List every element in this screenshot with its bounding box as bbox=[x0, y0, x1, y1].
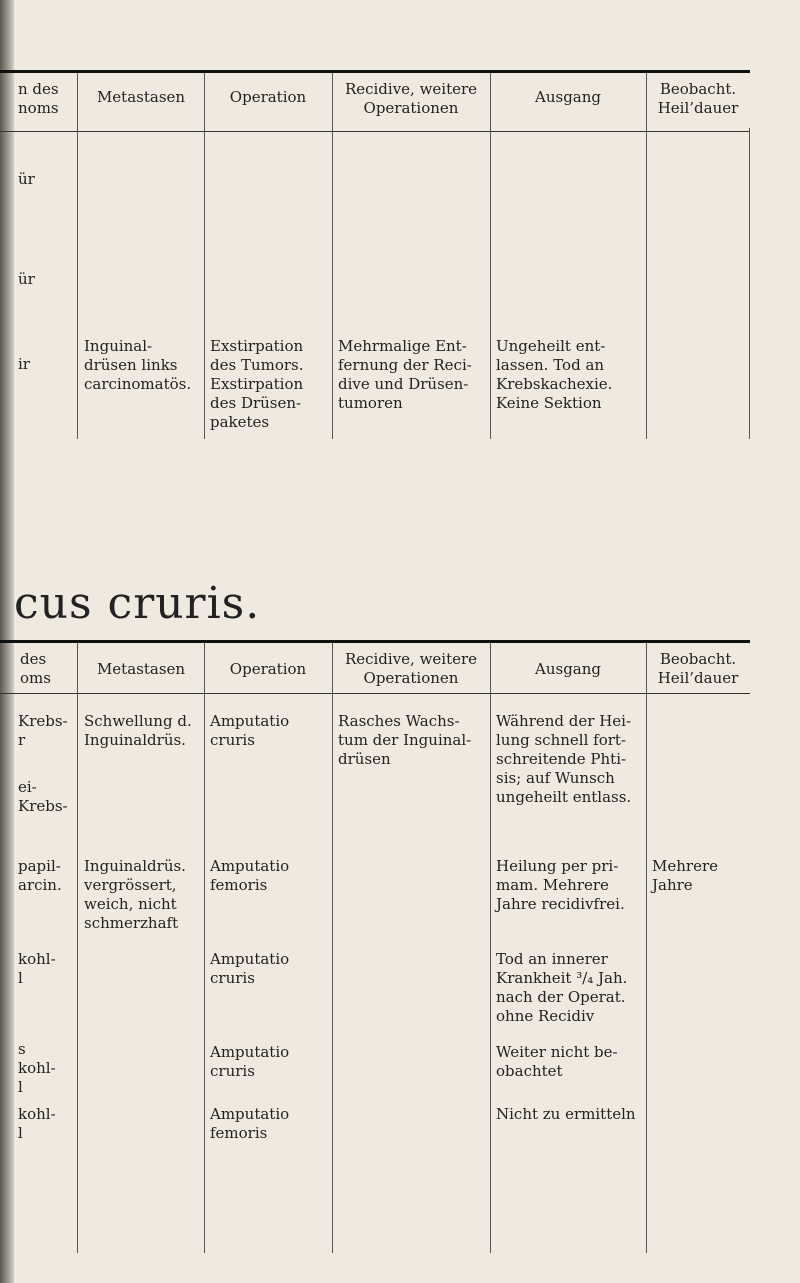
col0-fragment: kohl- l bbox=[18, 1105, 56, 1142]
table-row-beobacht: Mehrere Jahre bbox=[652, 857, 718, 894]
header-metastasen: Metastasen bbox=[96, 88, 186, 106]
header-col0: n des noms bbox=[18, 80, 59, 117]
col0-fragment: ir bbox=[18, 355, 30, 373]
divider bbox=[749, 128, 750, 439]
table-row-ausgang: Während der Hei- lung schnell fort- schreitende Phti- sis; auf Wunsch ungeheilt entlass. bbox=[496, 712, 632, 806]
header-ausgang: Ausgang bbox=[535, 88, 601, 106]
divider bbox=[646, 643, 647, 1253]
col0-fragment: s kohl- l bbox=[18, 1040, 56, 1096]
header-metastasen: Metastasen bbox=[96, 660, 186, 678]
divider bbox=[77, 73, 78, 439]
table-row-operation: Amputatio femoris bbox=[210, 1105, 290, 1142]
header-ausgang: Ausgang bbox=[535, 660, 601, 678]
header-operation: Operation bbox=[229, 88, 307, 106]
section-title: cus cruris. bbox=[14, 578, 261, 629]
col0-fragment: ei- Krebs- bbox=[18, 778, 68, 815]
col0-fragment: ür bbox=[18, 270, 35, 288]
cell-ausgang: Ungeheilt ent- lassen. Tod an Krebskachexie. Keine Sektion bbox=[496, 337, 613, 412]
table-row-ausgang: Heilung per pri- mam. Mehrere Jahre recidivfrei. bbox=[496, 857, 625, 913]
divider bbox=[77, 643, 78, 1253]
divider bbox=[646, 73, 647, 439]
divider bbox=[204, 73, 205, 439]
divider bbox=[490, 643, 491, 1253]
cell-operation: Exstirpation des Tumors. Exstirpation des Drüsen- paketes bbox=[210, 337, 304, 431]
header-beobacht: Beobacht. Heil’dauer bbox=[657, 650, 739, 687]
table-row-metastasen: Inguinaldrüs. vergrössert, weich, nicht schmerzhaft bbox=[84, 857, 186, 932]
table-row-operation: Amputatio cruris bbox=[210, 712, 290, 749]
divider bbox=[332, 73, 333, 439]
cell-metastasen: Inguinal- drüsen links carcinomatös. bbox=[84, 337, 192, 393]
col0-fragment: papil- arcin. bbox=[18, 857, 62, 894]
table-row-ausgang: Tod an innerer Krankheit ³/₄ Jah. nach der Operat. ohne Recidiv bbox=[496, 950, 628, 1025]
table-row-operation: Amputatio femoris bbox=[210, 857, 290, 894]
header-col0: des oms bbox=[20, 650, 51, 687]
cell-recidive: Mehrmalige Ent- fernung der Reci- dive und Drüsen- tumoren bbox=[338, 337, 472, 412]
col0-fragment: ür bbox=[18, 170, 35, 188]
table-row-metastasen: Schwellung d. Inguinaldrüs. bbox=[84, 712, 192, 749]
col0-fragment: Krebs- r bbox=[18, 712, 68, 749]
divider bbox=[332, 643, 333, 1253]
header-operation: Operation bbox=[229, 660, 307, 678]
divider bbox=[204, 643, 205, 1253]
table-row-operation: Amputatio cruris bbox=[210, 950, 290, 987]
divider bbox=[490, 73, 491, 439]
header-recidive: Recidive, weitere Operationen bbox=[344, 80, 478, 117]
table-row-recidive: Rasches Wachs- tum der Inguinal- drüsen bbox=[338, 712, 472, 768]
table-row-operation: Amputatio cruris bbox=[210, 1043, 290, 1080]
table-row-ausgang: Weiter nicht be- obachtet bbox=[496, 1043, 618, 1080]
table-row-ausgang: Nicht zu ermitteln bbox=[496, 1105, 636, 1123]
header-beobacht: Beobacht. Heil’dauer bbox=[657, 80, 739, 117]
header-recidive: Recidive, weitere Operationen bbox=[344, 650, 478, 687]
col0-fragment: kohl- l bbox=[18, 950, 56, 987]
